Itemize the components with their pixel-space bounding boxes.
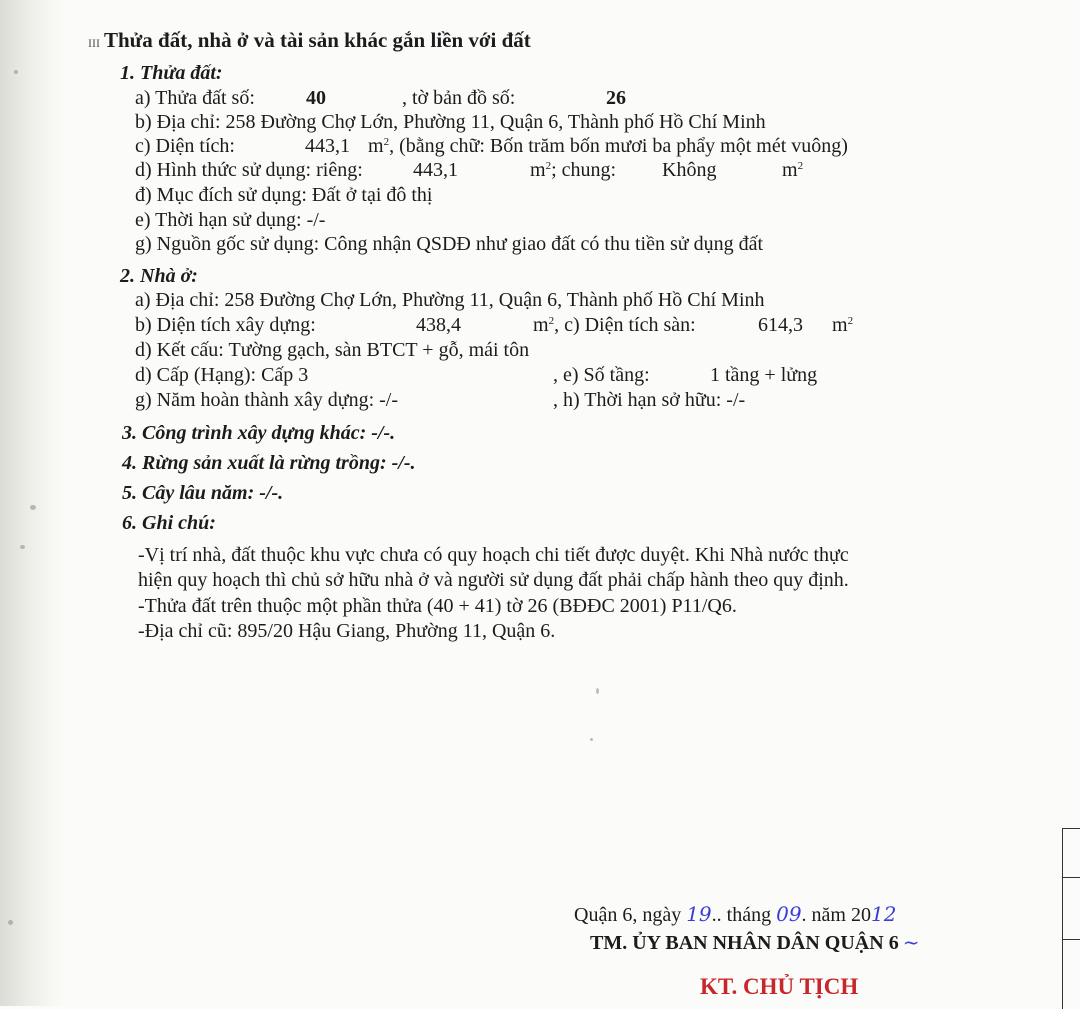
- note-line: -Địa chỉ cũ: 895/20 Hậu Giang, Phường 11, Quận 6.: [138, 620, 556, 642]
- scan-speck: [30, 505, 36, 510]
- house-floor-area-label: $m^2$, c) Diện tích sàn:: [533, 314, 696, 336]
- land-a-label: a) Thửa đất số:: [135, 87, 255, 109]
- date-month-label: tháng: [726, 904, 772, 926]
- unit-m: m: [533, 314, 549, 336]
- land-address: b) Địa chỉ: 258 Đường Chợ Lớn, Phường 11, Quận 6, Thành phố Hồ Chí Minh: [135, 111, 766, 133]
- unit-m: m: [530, 159, 546, 181]
- land-map-number: 26: [606, 87, 626, 109]
- section-title-text: Thửa đất, nhà ở và tài sản khác gắn liền với đất: [104, 28, 531, 52]
- floor-area-label-text: , c) Diện tích sàn:: [554, 314, 696, 336]
- land-use-private: 443,1: [413, 159, 458, 181]
- land-origin: g) Nguồn gốc sử dụng: Công nhận QSDĐ như giao đất có thu tiền sử dụng đất: [135, 233, 764, 255]
- house-heading: 2. Nhà ở:: [120, 265, 198, 287]
- scan-speck: [8, 920, 13, 925]
- note-line: -Thửa đất trên thuộc một phần thửa (40 + 41) tờ 26 (BĐĐC 2001) P11/Q6.: [138, 595, 737, 617]
- date-year-suffix: 12: [870, 902, 897, 926]
- issuing-authority: [590, 930, 919, 955]
- house-build-area-label: b) Diện tích xây dựng:: [135, 314, 316, 336]
- land-heading: 1. Thửa đất:: [120, 62, 223, 84]
- scan-speck: [590, 738, 593, 741]
- scan-speck: [20, 545, 25, 549]
- house-structure: d) Kết cấu: Tường gạch, sàn BTCT + gỗ, mái tôn: [135, 339, 530, 361]
- signer-title: KT. CHỦ TỊCH: [700, 974, 859, 999]
- house-floors-value: 1 tầng + lửng: [710, 364, 818, 386]
- date-dots: ..: [711, 904, 722, 926]
- authority-mark: ~: [902, 930, 920, 954]
- date-dots: .: [801, 904, 807, 926]
- section-prefix: III: [88, 36, 100, 50]
- house-floor-area-value: 614,3: [758, 314, 803, 336]
- land-use-common-label: $m^2$; chung:: [530, 159, 617, 181]
- scan-speck: [596, 688, 599, 694]
- note-line: -Vị trí nhà, đất thuộc khu vực chưa có quy hoạch chi tiết được duyệt. Khi Nhà nước thực: [138, 544, 849, 566]
- land-use-common-unit: $m^2$: [782, 159, 804, 181]
- date-place-label: Quận 6, ngày: [574, 904, 682, 926]
- land-map-label: , tờ bản đồ số:: [402, 87, 516, 109]
- section-title: [88, 28, 531, 55]
- common-label: ; chung:: [551, 159, 617, 181]
- production-forest: 4. Rừng sản xuất là rừng trồng: -/-.: [122, 452, 416, 474]
- land-use-form-label: d) Hình thức sử dụng: riêng:: [135, 159, 363, 181]
- signature-date: [574, 902, 896, 927]
- page-edge-box: [1062, 828, 1080, 1009]
- land-area-label: c) Diện tích:: [135, 135, 235, 157]
- box-rule: [1063, 877, 1080, 878]
- notes-heading: 6. Ghi chú:: [122, 512, 216, 534]
- date-day: 19: [686, 902, 712, 926]
- house-floor-area-unit: $m^2$: [832, 314, 854, 336]
- unit-m: m: [832, 314, 848, 336]
- land-area-value: 443,1: [305, 135, 350, 157]
- scan-speck: [14, 70, 18, 74]
- perennial-trees: 5. Cây lâu năm: -/-.: [122, 482, 284, 504]
- date-month: 09: [776, 902, 802, 926]
- house-grade: d) Cấp (Hạng): Cấp 3: [135, 364, 309, 386]
- date-year-label: năm 20: [811, 904, 871, 926]
- house-address: a) Địa chỉ: 258 Đường Chợ Lớn, Phường 11, Quận 6, Thành phố Hồ Chí Minh: [135, 289, 765, 311]
- land-term: e) Thời hạn sử dụng: -/-: [135, 209, 326, 231]
- land-area-unit: $m^2$, (bằng chữ: Bốn trăm bốn mươi ba phẩy một mét vuông): [368, 135, 848, 157]
- unit-m: m: [782, 159, 798, 181]
- land-purpose: đ) Mục đích sử dụng: Đất ở tại đô thị: [135, 184, 433, 206]
- house-floors-label: , e) Số tầng:: [553, 364, 650, 386]
- land-area-words: , (bằng chữ: Bốn trăm bốn mươi ba phẩy một mét vuông): [389, 135, 848, 157]
- box-rule: [1063, 939, 1080, 940]
- authority-text: TM. ỦY BAN NHÂN DÂN QUẬN 6: [590, 932, 899, 954]
- house-ownership-term: , h) Thời hạn sở hữu: -/-: [553, 389, 746, 411]
- scan-edge-shadow: [0, 0, 66, 1006]
- land-use-common: Không: [662, 159, 717, 181]
- house-completion-year: g) Năm hoàn thành xây dựng: -/-: [135, 389, 398, 411]
- house-build-area-value: 438,4: [416, 314, 461, 336]
- land-parcel-number: 40: [306, 87, 326, 109]
- unit-m: m: [368, 135, 384, 157]
- note-line: hiện quy hoạch thì chủ sở hữu nhà ở và người sử dụng đất phải chấp hành theo quy định.: [138, 569, 849, 591]
- other-works: 3. Công trình xây dựng khác: -/-.: [122, 422, 396, 444]
